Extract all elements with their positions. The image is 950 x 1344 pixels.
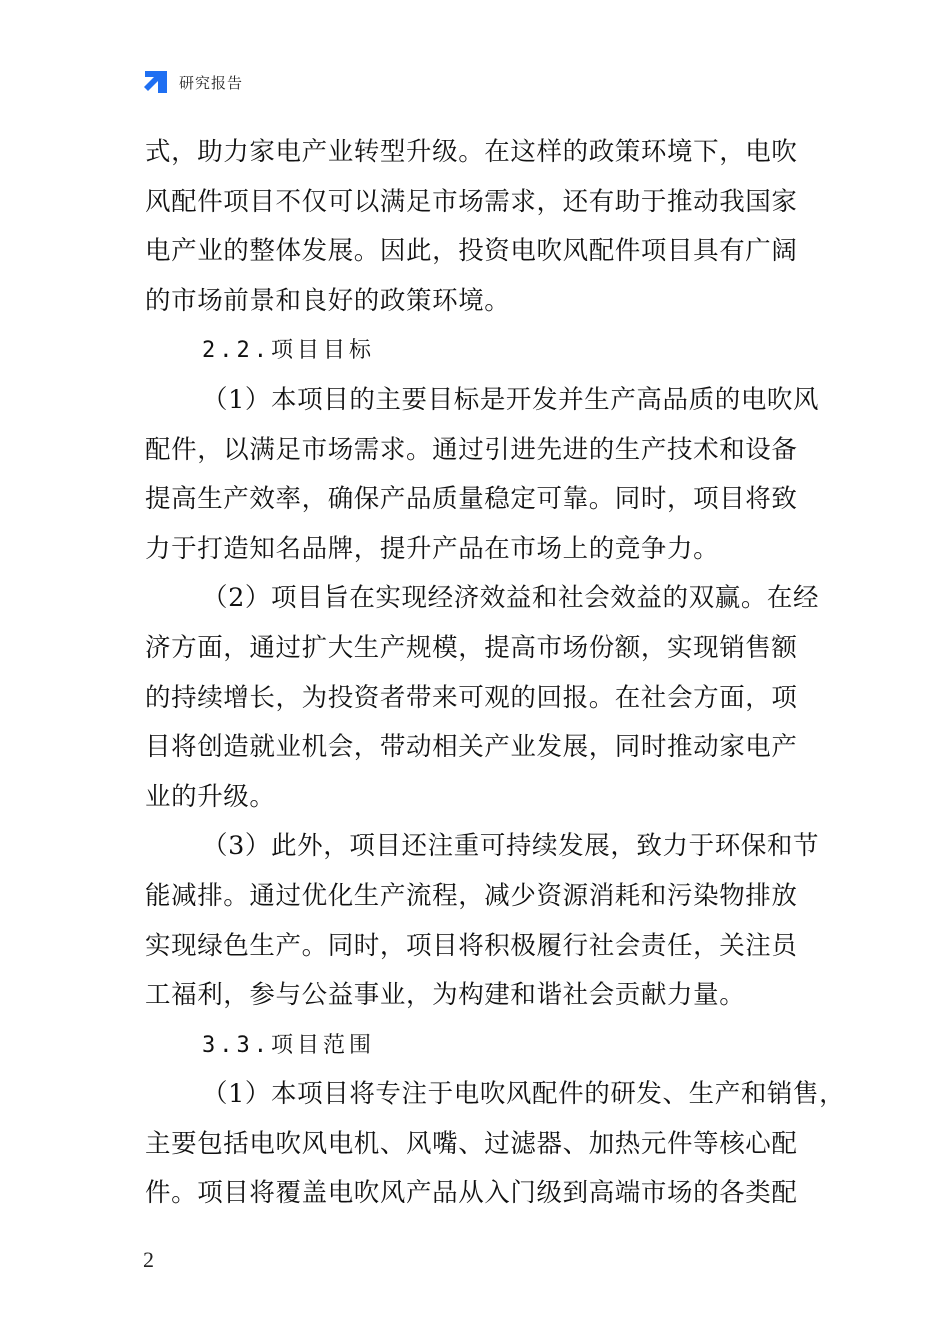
paragraph-line: 目将创造就业机会，带动相关产业发展，同时推动家电产 — [145, 732, 798, 763]
header-label: 研究报告 — [179, 73, 244, 92]
paragraph-line: 风配件项目不仅可以满足市场需求，还有助于推动我国家 — [145, 186, 798, 217]
paragraph-line: 力于打造知名品牌，提升产品在市场上的竞争力。 — [145, 533, 720, 564]
document-body — [145, 128, 846, 1219]
paragraph-line: 式，助力家电产业转型升级。在这样的政策环境下，电吹 — [145, 137, 798, 167]
paragraph-line: （1）本项目的主要目标是开发并生产高品质的电吹风 — [202, 384, 820, 415]
paragraph-line: （1）本项目将专注于电吹风配件的研发、生产和销售， — [202, 1079, 846, 1110]
paragraph-line: 电产业的整体发展。因此，投资电吹风配件项目具有广阔 — [145, 236, 798, 267]
paragraph-line: 配件，以满足市场需求。通过引进先进的生产技术和设备 — [145, 434, 798, 465]
paragraph-line: （3）此外，项目还注重可持续发展，致力于环保和节 — [202, 831, 820, 862]
arrow-up-right-logo-icon — [143, 69, 169, 95]
page-number: 2 — [143, 1247, 154, 1272]
section-heading-project-goals: 2.2.项目目标 — [202, 338, 375, 364]
section-heading-project-scope: 3.3.项目范围 — [202, 1032, 375, 1058]
paragraph-line: （2）项目旨在实现经济效益和社会效益的双赢。在经 — [202, 583, 820, 614]
paragraph-line: 工福利，参与公益事业，为构建和谐社会贡献力量。 — [145, 980, 746, 1011]
paragraph-line: 件。项目将覆盖电吹风产品从入门级到高端市场的各类配 — [145, 1178, 798, 1209]
document-header — [143, 68, 243, 96]
paragraph-line: 业的升级。 — [145, 781, 276, 812]
paragraph-line: 主要包括电吹风电机、风嘴、过滤器、加热元件等核心配 — [145, 1128, 798, 1159]
paragraph-line: 的持续增长，为投资者带来可观的回报。在社会方面，项 — [145, 682, 798, 713]
paragraph-line: 能减排。通过优化生产流程，减少资源消耗和污染物排放 — [145, 880, 798, 911]
paragraph-line: 提高生产效率，确保产品质量稳定可靠。同时，项目将致 — [145, 484, 798, 515]
paragraph-line: 济方面，通过扩大生产规模，提高市场份额，实现销售额 — [145, 632, 798, 663]
paragraph-line: 实现绿色生产。同时，项目将积极履行社会责任，关注员 — [145, 930, 798, 961]
paragraph-line: 的市场前景和良好的政策环境。 — [145, 285, 511, 316]
